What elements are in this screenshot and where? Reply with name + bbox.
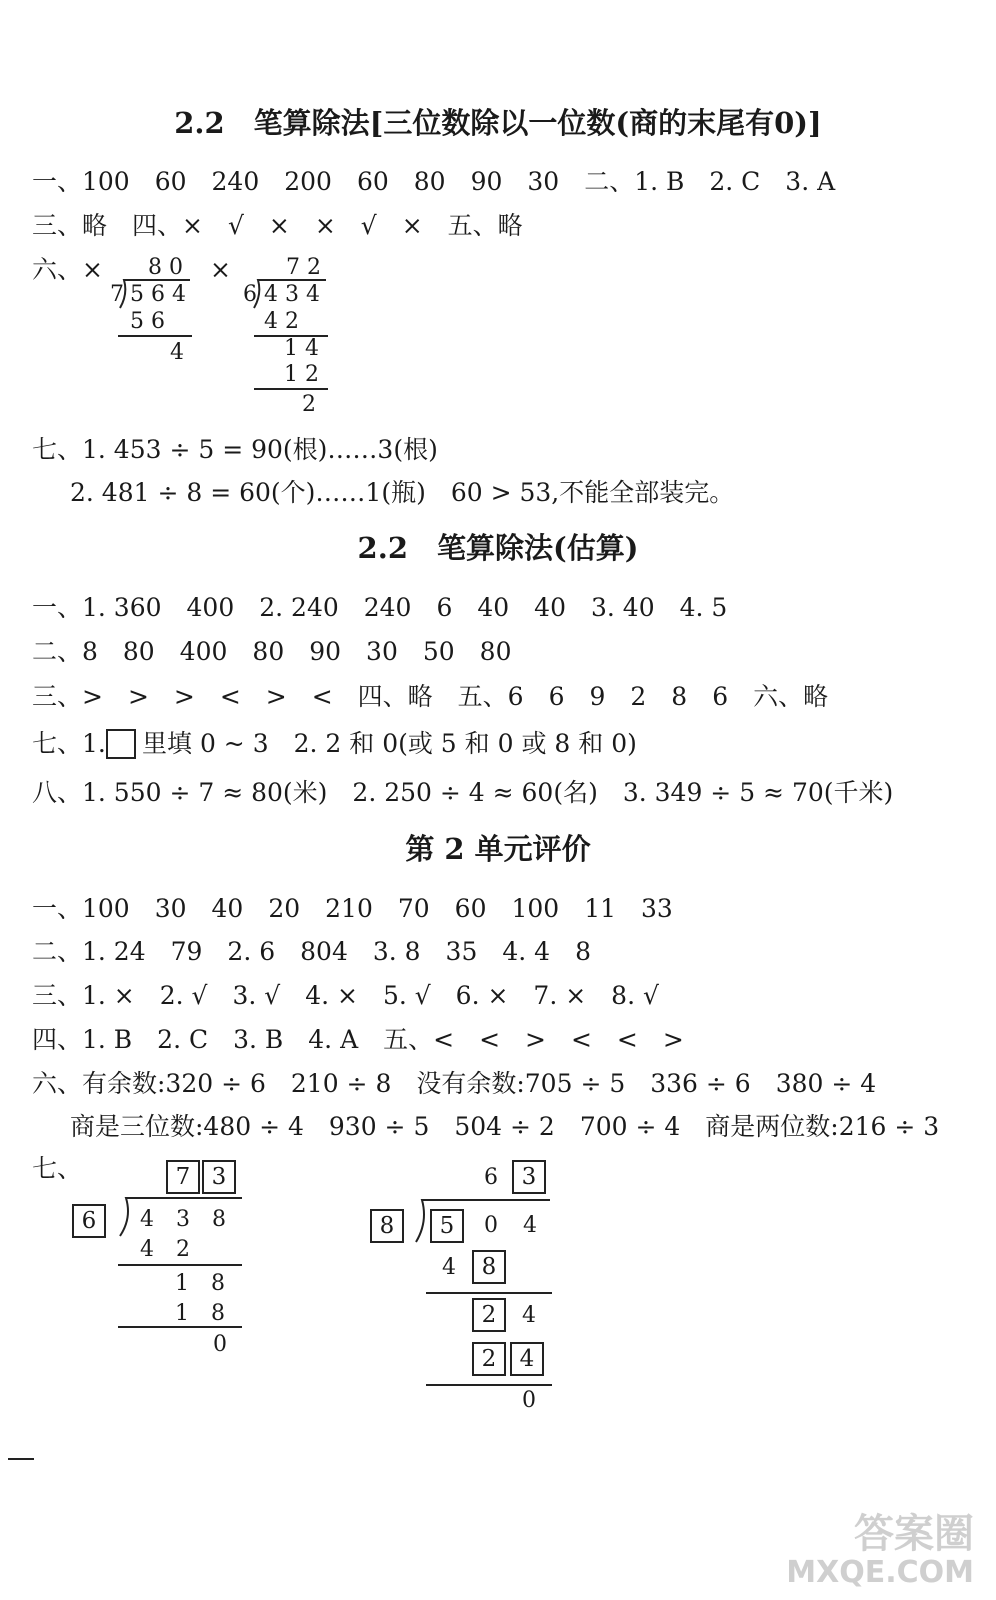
answer-box: 8: [472, 1250, 506, 1284]
answer-line: 二、1. 24 79 2. 6 804 3. 8 35 4. 4 8: [32, 937, 591, 966]
answer-box: 4: [510, 1342, 544, 1376]
answer-line: 一、100 30 40 20 210 70 60 100 11 33: [32, 894, 673, 923]
section-title-estimation: 2.2 笔算除法(估算): [357, 531, 639, 565]
answer-line: 一、100 60 240 200 60 80 90 30 二、1. B 2. C 3. A: [32, 167, 836, 196]
division-rule: [118, 1326, 242, 1328]
answer-line: 四、1. B 2. C 3. B 4. A 五、< < > < < >: [32, 1025, 684, 1054]
answer-line: 商是三位数:480 ÷ 4 930 ÷ 5 504 ÷ 2 700 ÷ 4 商是两位数:216 ÷ 3: [70, 1112, 940, 1141]
quotient: 8 0: [148, 255, 183, 280]
dividend: 4 3 8: [140, 1207, 226, 1232]
remainder: 0: [213, 1332, 227, 1357]
answer-box: 6: [72, 1204, 106, 1238]
remainder: 2: [302, 392, 316, 417]
division-rule: [426, 1384, 552, 1386]
dividend: 5 6 4: [130, 282, 186, 307]
remainder: 0: [522, 1388, 536, 1413]
watermark-text: 答案圈: [854, 1511, 974, 1557]
answer-line: 二、8 80 400 80 90 30 50 80: [32, 637, 512, 666]
answer-line: 七、1. 453 ÷ 5 = 90(根)……3(根): [32, 435, 438, 464]
blank-box: [106, 729, 136, 759]
answer-box: 8: [370, 1209, 404, 1243]
product-row: 1 2: [284, 362, 319, 387]
division-rule: [118, 335, 192, 337]
answer-box: 2: [472, 1342, 506, 1376]
watermark-url: MXQE.COM: [786, 1555, 974, 1590]
answer-line: 三、1. × 2. √ 3. √ 4. × 5. √ 6. × 7. × 8. √: [32, 981, 659, 1010]
answer-line: 六、有余数:320 ÷ 6 210 ÷ 8 没有余数:705 ÷ 5 336 ÷ 6 380 ÷ 4: [32, 1069, 877, 1098]
product-digit: 4: [442, 1255, 456, 1280]
section-title-written-division: 2.2 笔算除法[三位数除以一位数(商的末尾有0)]: [174, 106, 822, 140]
quotient-digit: 6: [484, 1165, 498, 1190]
answer-line: 一、1. 360 400 2. 240 240 6 40 40 3. 40 4. 5: [32, 593, 728, 622]
answer-mark: ×: [210, 255, 231, 284]
answer-line: 2. 481 ÷ 8 = 60(个)……1(瓶) 60 > 53,不能全部装完。: [70, 478, 735, 507]
division-rule: [118, 1264, 242, 1266]
dividend-digit: 4: [523, 1213, 537, 1238]
product-row: 1 8: [175, 1301, 225, 1326]
watermark: [786, 1512, 974, 1590]
dividend-digit: 0: [484, 1213, 498, 1238]
dividend: 4 3 4: [264, 282, 320, 307]
answer-line: 八、1. 550 ÷ 7 ≈ 80(米) 2. 250 ÷ 4 ≈ 60(名) 3. 349 ÷ 5 ≈ 70(千米): [32, 778, 894, 807]
division-rule: [254, 388, 328, 390]
answer-line: 六、×: [32, 255, 103, 284]
partial-dividend: 1 4: [284, 336, 319, 361]
answer-box: 3: [202, 1160, 236, 1194]
answer-line: 三、略 四、× √ × × √ × 五、略: [32, 211, 523, 240]
answer-box: 7: [166, 1160, 200, 1194]
answer-line: 七、: [32, 1154, 83, 1183]
partial-dividend: 1 8: [175, 1271, 225, 1296]
product-row: 5 6: [130, 309, 165, 334]
quotient: 7 2: [286, 255, 321, 280]
partial-digit: 4: [522, 1303, 536, 1328]
answer-box: 2: [472, 1298, 506, 1332]
product-row: 4 2: [140, 1237, 190, 1262]
product-row: 4 2: [264, 309, 299, 334]
answer-box: 5: [430, 1209, 464, 1243]
section-title-unit-review: 第 2 单元评价: [405, 832, 591, 866]
remainder: 4: [170, 340, 184, 365]
page-edge-mark: [8, 1458, 34, 1460]
answer-line: 三、> > > < > < 四、略 五、6 6 9 2 8 6 六、略: [32, 682, 829, 711]
answer-box: 3: [512, 1160, 546, 1194]
answer-line: 里填 0 ~ 3 2. 2 和 0(或 5 和 0 或 8 和 0): [142, 729, 637, 758]
division-rule: [426, 1292, 552, 1294]
divisor: 6: [243, 282, 257, 307]
divisor: 7: [110, 282, 124, 307]
answer-line: 七、1.: [32, 729, 106, 758]
